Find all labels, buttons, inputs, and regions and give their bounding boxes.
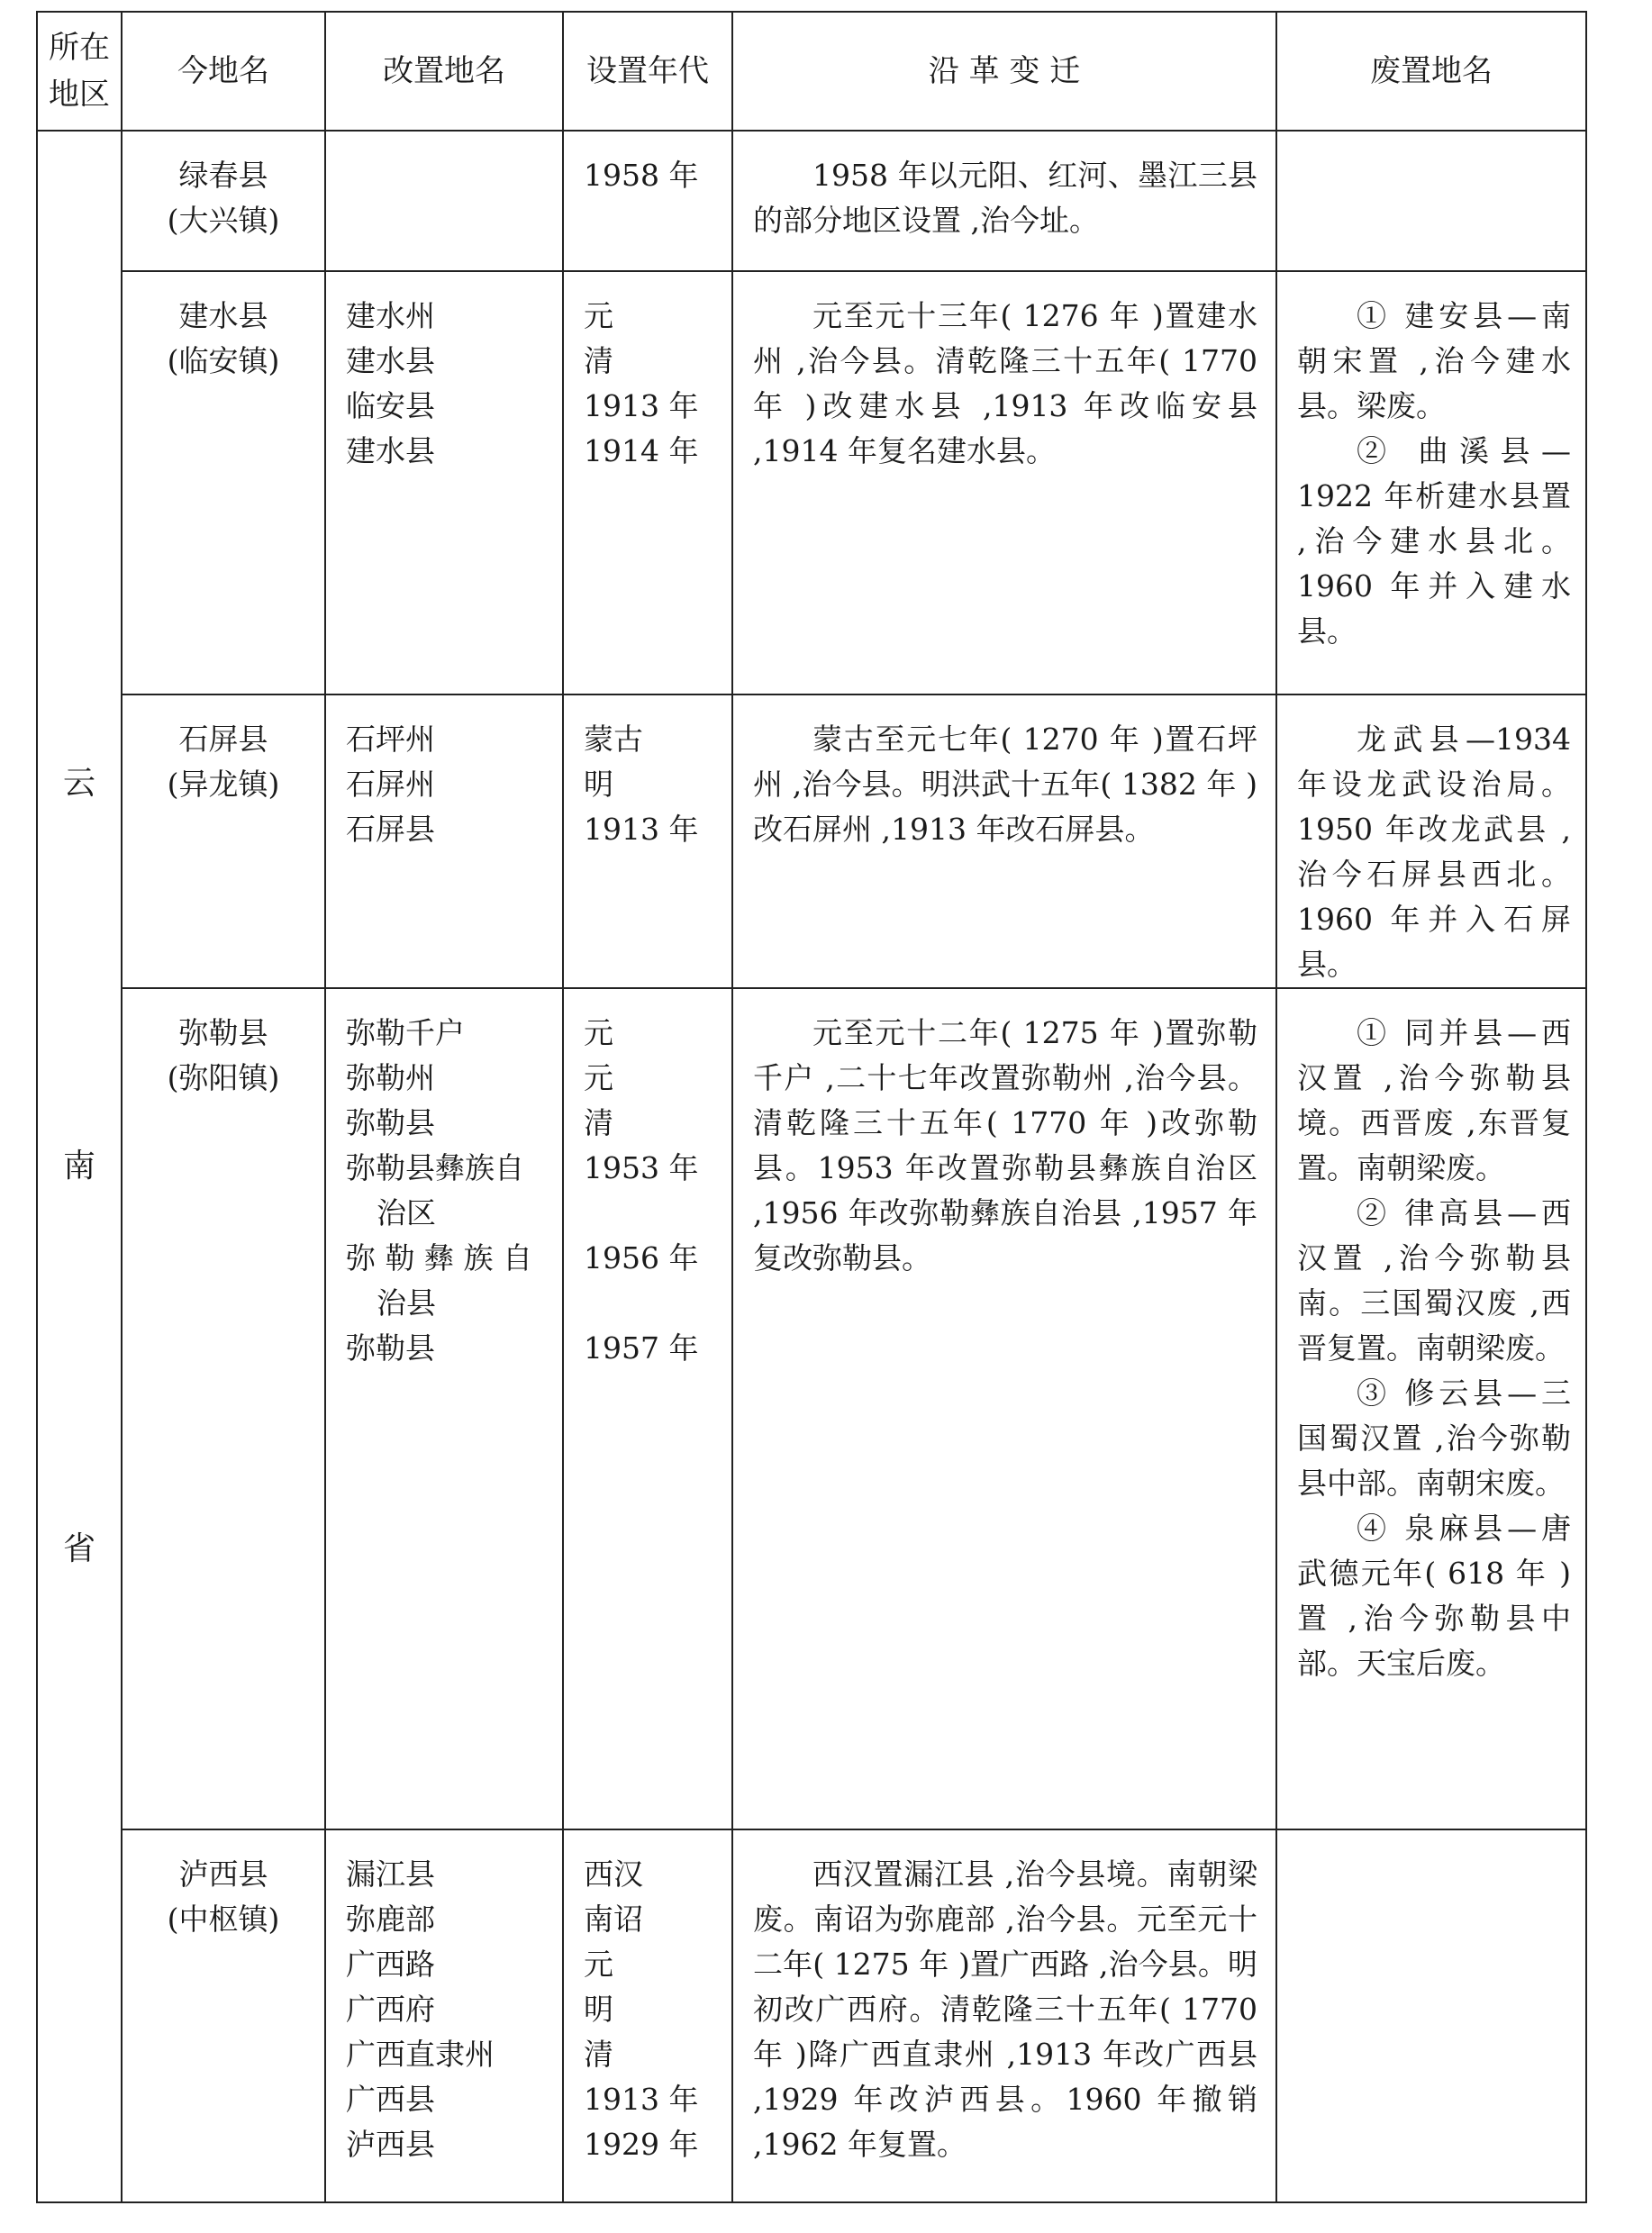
former-name-continuation: 治区: [377, 1195, 436, 1230]
modern-name: 弥勒县: [178, 1015, 268, 1050]
region-cell: [37, 131, 122, 2202]
former-names-cell: [325, 694, 563, 988]
place-name-table: [36, 11, 1587, 2203]
history-cell: [732, 1829, 1276, 2202]
header-region-line-2: 地区: [49, 77, 110, 113]
year-entry: 南诏: [584, 1902, 643, 1937]
former-name: 弥勒州: [346, 1060, 435, 1095]
seat-town: (大兴镇): [167, 203, 280, 238]
header-row: [37, 12, 1586, 131]
former-name: 广西路: [346, 1947, 435, 1982]
year-entry: [584, 1281, 722, 1326]
year-entry: 元: [584, 1060, 613, 1095]
header-abolished: 废置地名: [1276, 12, 1586, 131]
modern-name-cell: [122, 1829, 325, 2202]
history-text: 西汉置漏江县 ,治今县境。南朝梁废。南诏为弥鹿部 ,治今县。元至元十二年( 1275 年 )置广西路 ,治今县。明初改广西府。清乾隆三十五年( 1770 年 )降广西直隶州 ,1913 年改广西县 ,1929 年改泸西县。1960 年撤销 ,1962 年复置。: [753, 1856, 1257, 2162]
former-name-continuation: 治县: [377, 1285, 436, 1321]
former-name: 广西县: [346, 2082, 435, 2117]
former-name: 弥勒千户: [346, 1015, 465, 1050]
former-names-cell: [325, 1829, 563, 2202]
seat-town: (异龙镇): [167, 767, 280, 802]
year-entry: 明: [584, 1992, 613, 2027]
year-entry: 1957 年: [584, 1330, 699, 1366]
abolished-entry: ① 建安县—南朝宋置 ,治今建水县。梁废。: [1297, 298, 1571, 423]
years-cell: [563, 988, 732, 1829]
year-entry: 西汉: [584, 1856, 643, 1892]
history-cell: [732, 131, 1276, 271]
abolished-cell: [1276, 988, 1586, 1829]
former-name: 临安县: [346, 388, 435, 423]
abolished-entry: ② 曲溪县—1922 年析建水县置 ,治今建水县北。1960 年并入建水县。: [1297, 433, 1571, 649]
years-cell: [563, 1829, 732, 2202]
abolished-entry: ① 同并县—西汉置 ,治今弥勒县境。西晋废 ,东晋复置。南朝梁废。: [1297, 1015, 1571, 1185]
header-former-names: 改置地名: [325, 12, 563, 131]
modern-name-cell: [122, 694, 325, 988]
table-row: [37, 131, 1586, 271]
modern-name-cell: [122, 271, 325, 694]
history-cell: [732, 694, 1276, 988]
former-name: 漏江县: [346, 1856, 435, 1892]
history-text: 1958 年以元阳、红河、墨江三县的部分地区设置 ,治今址。: [753, 158, 1257, 238]
abolished-cell: [1276, 271, 1586, 694]
header-modern-name: 今地名: [122, 12, 325, 131]
former-names-cell: [325, 131, 563, 271]
former-name: 弥 勒 彝 族 自: [346, 1240, 532, 1275]
header-region: [37, 12, 122, 131]
modern-name: 石屏县: [178, 722, 268, 757]
year-entry: 1953 年: [584, 1150, 699, 1185]
year-entry: 明: [584, 767, 613, 802]
year-entry: 1913 年: [584, 388, 699, 423]
year-entry: 1958 年: [584, 158, 699, 193]
former-name: 建水县: [346, 343, 435, 378]
modern-name: 建水县: [178, 298, 268, 333]
former-name: 广西直隶州: [346, 2037, 495, 2072]
year-entry: 1929 年: [584, 2127, 699, 2162]
abolished-cell: [1276, 1829, 1586, 2202]
year-entry: [584, 1191, 722, 1236]
modern-name: 泸西县: [178, 1856, 268, 1892]
former-name: 弥勒县: [346, 1330, 435, 1366]
former-name: 石坪州: [346, 722, 435, 757]
former-name: 广西府: [346, 1992, 435, 2027]
year-entry: 元: [584, 298, 613, 333]
table-row: [37, 694, 1586, 988]
year-entry: 元: [584, 1947, 613, 1982]
abolished-entry: ④ 泉麻县—唐武德元年( 618 年 )置 ,治今弥勒县中部。天宝后废。: [1297, 1511, 1571, 1681]
region-char: 南: [62, 1148, 95, 1185]
history-cell: [732, 271, 1276, 694]
years-cell: [563, 271, 732, 694]
years-cell: [563, 694, 732, 988]
year-entry: 元: [584, 1015, 613, 1050]
abolished-cell: [1276, 131, 1586, 271]
seat-town: (弥阳镇): [167, 1060, 280, 1095]
year-entry: 1913 年: [584, 2082, 699, 2117]
abolished-entry: ③ 修云县—三国蜀汉置 ,治今弥勒县中部。南朝宋废。: [1297, 1375, 1571, 1501]
year-entry: 蒙古: [584, 722, 643, 757]
region-char: 云: [62, 765, 95, 802]
year-entry: 清: [584, 343, 613, 378]
former-name: 弥鹿部: [346, 1902, 435, 1937]
table-row: [37, 988, 1586, 1829]
modern-name-cell: [122, 988, 325, 1829]
year-entry: 1956 年: [584, 1240, 699, 1275]
year-entry: 1914 年: [584, 433, 699, 468]
former-name: 石屏州: [346, 767, 435, 802]
header-history: 沿 革 变 迁: [732, 12, 1276, 131]
year-entry: 清: [584, 2037, 613, 2072]
history-text: 元至元十三年( 1276 年 )置建水州 ,治今县。清乾隆三十五年( 1770 年 )改建水县 ,1913 年改临安县 ,1914 年复名建水县。: [753, 298, 1257, 468]
abolished-cell: [1276, 694, 1586, 988]
region-name: [38, 761, 121, 1572]
former-name: 建水州: [346, 298, 435, 333]
table-row: [37, 271, 1586, 694]
region-char: 省: [62, 1530, 95, 1567]
history-text: 元至元十二年( 1275 年 )置弥勒千户 ,二十七年改置弥勒州 ,治今县。清乾隆三十五年( 1770 年 )改弥勒县。1953 年改置弥勒县彝族自治区 ,1956 年改弥勒彝族自治县 ,1957 年复改弥勒县。: [753, 1015, 1257, 1275]
years-cell: [563, 131, 732, 271]
seat-town: (中枢镇): [167, 1902, 280, 1937]
modern-name-cell: [122, 131, 325, 271]
modern-name: 绿春县: [178, 158, 268, 193]
former-names-cell: [325, 271, 563, 694]
table-row: [37, 1829, 1586, 2202]
former-name: 弥勒县: [346, 1105, 435, 1140]
abolished-entry: 龙武县—1934 年设龙武设治局。1950 年改龙武县 ,治今石屏县西北。1960 年并入石屏县。: [1297, 722, 1571, 982]
header-region-line-1: 所在: [49, 30, 110, 66]
former-name: 泸西县: [346, 2127, 435, 2162]
history-cell: [732, 988, 1276, 1829]
history-text: 蒙古至元七年( 1270 年 )置石坪州 ,治今县。明洪武十五年( 1382 年 )改石屏州 ,1913 年改石屏县。: [753, 722, 1257, 847]
abolished-entry: ② 律高县—西汉置 ,治今弥勒县南。三国蜀汉废 ,西晋复置。南朝梁废。: [1297, 1195, 1571, 1366]
former-name: 建水县: [346, 433, 435, 468]
year-entry: 清: [584, 1105, 613, 1140]
year-entry: 1913 年: [584, 812, 699, 847]
seat-town: (临安镇): [167, 343, 280, 378]
former-name: 弥勒县彝族自: [346, 1150, 524, 1185]
header-established: 设置年代: [563, 12, 732, 131]
former-names-cell: [325, 988, 563, 1829]
page: [36, 11, 1585, 2203]
former-name: 石屏县: [346, 812, 435, 847]
